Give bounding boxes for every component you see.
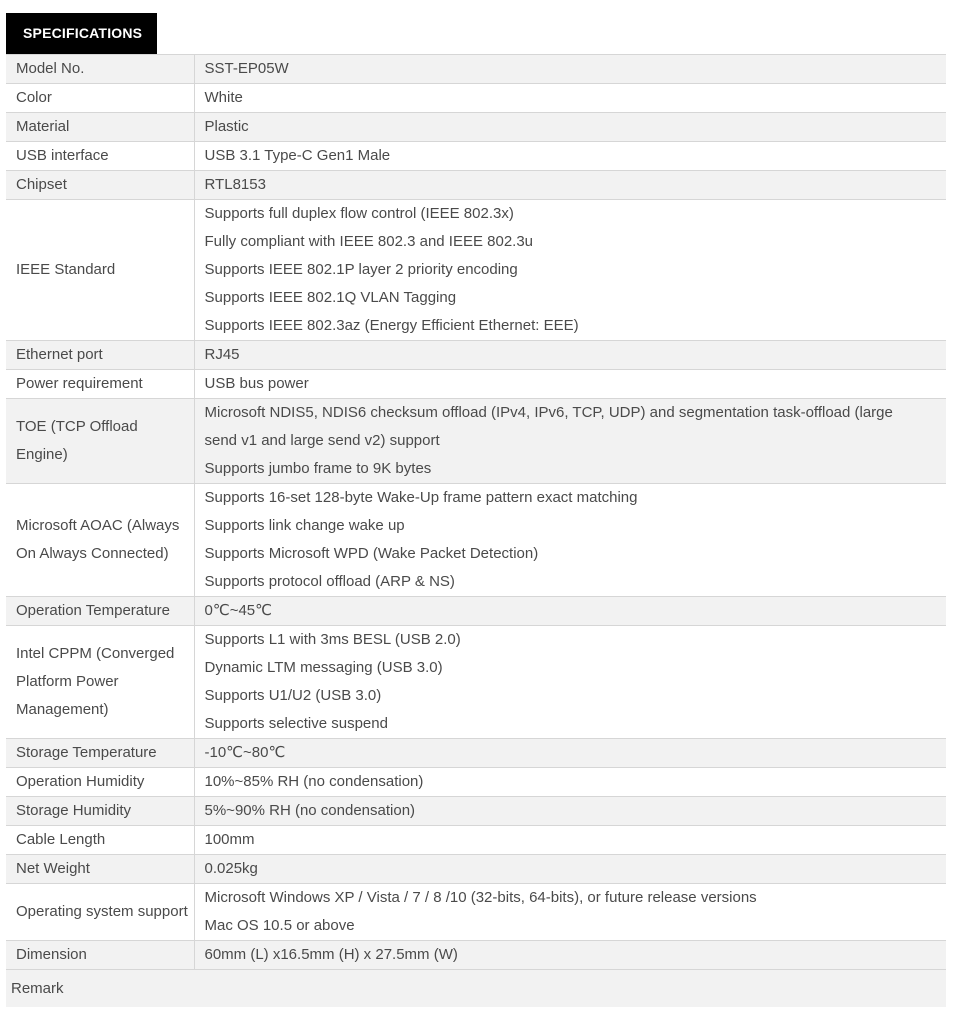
spec-label: IEEE Standard: [6, 200, 194, 341]
spec-value-line: Supports IEEE 802.1Q VLAN Tagging: [204, 289, 457, 306]
spec-value-line: Supports Microsoft WPD (Wake Packet Detection): [204, 545, 539, 562]
spec-value-line: USB 3.1 Type-C Gen1 Male: [204, 147, 391, 164]
spec-row: [6, 768, 946, 797]
spec-label: Microsoft AOAC (Always On Always Connected): [6, 484, 194, 597]
spec-value-line: 0.025kg: [204, 860, 258, 877]
spec-value: [194, 768, 946, 797]
spec-row: [6, 597, 946, 626]
spec-value-line: Supports full duplex flow control (IEEE 802.3x): [204, 205, 514, 222]
spec-value-line: 60mm (L) x16.5mm (H) x 27.5mm (W): [204, 946, 458, 963]
spec-value-line: 0℃~45℃: [204, 602, 272, 619]
spec-label: Chipset: [6, 171, 194, 200]
spec-value-line: RJ45: [204, 346, 240, 363]
spec-value: [194, 884, 946, 941]
spec-value: [194, 597, 946, 626]
specifications-tab[interactable]: SPECIFICATIONS: [6, 13, 157, 54]
spec-row: [6, 739, 946, 768]
specifications-table: [6, 55, 946, 1007]
spec-value-line: -10℃~80℃: [204, 744, 286, 761]
spec-row: [6, 826, 946, 855]
spec-label: Storage Temperature: [6, 739, 194, 768]
spec-value-line: 5%~90% RH (no condensation): [204, 802, 416, 819]
spec-value-line: Dynamic LTM messaging (USB 3.0): [204, 659, 443, 676]
spec-value: [194, 142, 946, 171]
spec-label: Color: [6, 84, 194, 113]
spec-value-line: RTL8153: [204, 176, 266, 193]
spec-row: [6, 142, 946, 171]
spec-value: [194, 941, 946, 970]
specifications-table-body: [6, 55, 946, 970]
spec-label: USB interface: [6, 142, 194, 171]
spec-value-line: Supports IEEE 802.1P layer 2 priority encoding: [204, 261, 518, 278]
spec-label: Operation Temperature: [6, 597, 194, 626]
spec-label: Ethernet port: [6, 341, 194, 370]
spec-value-line: Fully compliant with IEEE 802.3 and IEEE 802.3u: [204, 233, 534, 250]
spec-value-line: Plastic: [204, 118, 249, 135]
spec-value: [194, 626, 946, 739]
spec-value-line: Supports U1/U2 (USB 3.0): [204, 687, 382, 704]
spec-value-line: Supports jumbo frame to 9K bytes: [204, 460, 432, 477]
spec-label: Cable Length: [6, 826, 194, 855]
spec-row: [6, 55, 946, 84]
spec-label: Dimension: [6, 941, 194, 970]
spec-value-line: Supports selective suspend: [204, 715, 388, 732]
spec-value: [194, 826, 946, 855]
spec-value: [194, 84, 946, 113]
spec-row: [6, 797, 946, 826]
spec-row: [6, 484, 946, 597]
spec-label: Power requirement: [6, 370, 194, 399]
spec-value-line: SST-EP05W: [204, 60, 289, 77]
spec-value-line: Supports 16-set 128-byte Wake-Up frame pattern exact matching: [204, 489, 638, 506]
remark-row: [6, 970, 946, 1008]
spec-label: Intel CPPM (Converged Platform Power Management): [6, 626, 194, 739]
spec-value-line: Supports IEEE 802.3az (Energy Efficient Ethernet: EEE): [204, 317, 579, 334]
spec-label: Storage Humidity: [6, 797, 194, 826]
spec-row: [6, 171, 946, 200]
spec-row: [6, 341, 946, 370]
spec-value-line: Supports L1 with 3ms BESL (USB 2.0): [204, 631, 461, 648]
spec-value-line: Microsoft NDIS5, NDIS6 checksum offload (IPv4, IPv6, TCP, UDP) and segmentation task-offload (large send v1 and large send v2) support: [204, 404, 893, 449]
spec-row: [6, 855, 946, 884]
spec-label: Operation Humidity: [6, 768, 194, 797]
spec-row: [6, 884, 946, 941]
spec-value: [194, 399, 946, 484]
spec-value: [194, 55, 946, 84]
spec-value: [194, 484, 946, 597]
spec-row: [6, 84, 946, 113]
spec-row: [6, 370, 946, 399]
spec-value-line: USB bus power: [204, 375, 309, 392]
spec-value-line: Supports protocol offload (ARP & NS): [204, 573, 455, 590]
spec-value: [194, 370, 946, 399]
spec-row: [6, 399, 946, 484]
remark-label: Remark: [6, 970, 946, 1008]
spec-row: [6, 941, 946, 970]
spec-label: TOE (TCP Offload Engine): [6, 399, 194, 484]
spec-value: [194, 855, 946, 884]
spec-label: Material: [6, 113, 194, 142]
spec-label: Operating system support: [6, 884, 194, 941]
spec-value: [194, 797, 946, 826]
spec-value-line: 100mm: [204, 831, 255, 848]
spec-value-line: White: [204, 89, 243, 106]
spec-value: [194, 171, 946, 200]
spec-value: [194, 200, 946, 341]
spec-value: [194, 113, 946, 142]
spec-value-line: Microsoft Windows XP / Vista / 7 / 8 /10 (32-bits, 64-bits), or future release versions: [204, 889, 757, 906]
spec-label: Net Weight: [6, 855, 194, 884]
spec-row: [6, 626, 946, 739]
spec-value: [194, 739, 946, 768]
spec-value-line: 10%~85% RH (no condensation): [204, 773, 424, 790]
spec-value: [194, 341, 946, 370]
spec-row: [6, 200, 946, 341]
spec-value-line: Mac OS 10.5 or above: [204, 917, 355, 934]
spec-row: [6, 113, 946, 142]
spec-label: Model No.: [6, 55, 194, 84]
spec-value-line: Supports link change wake up: [204, 517, 405, 534]
specifications-section: [6, 0, 946, 1007]
